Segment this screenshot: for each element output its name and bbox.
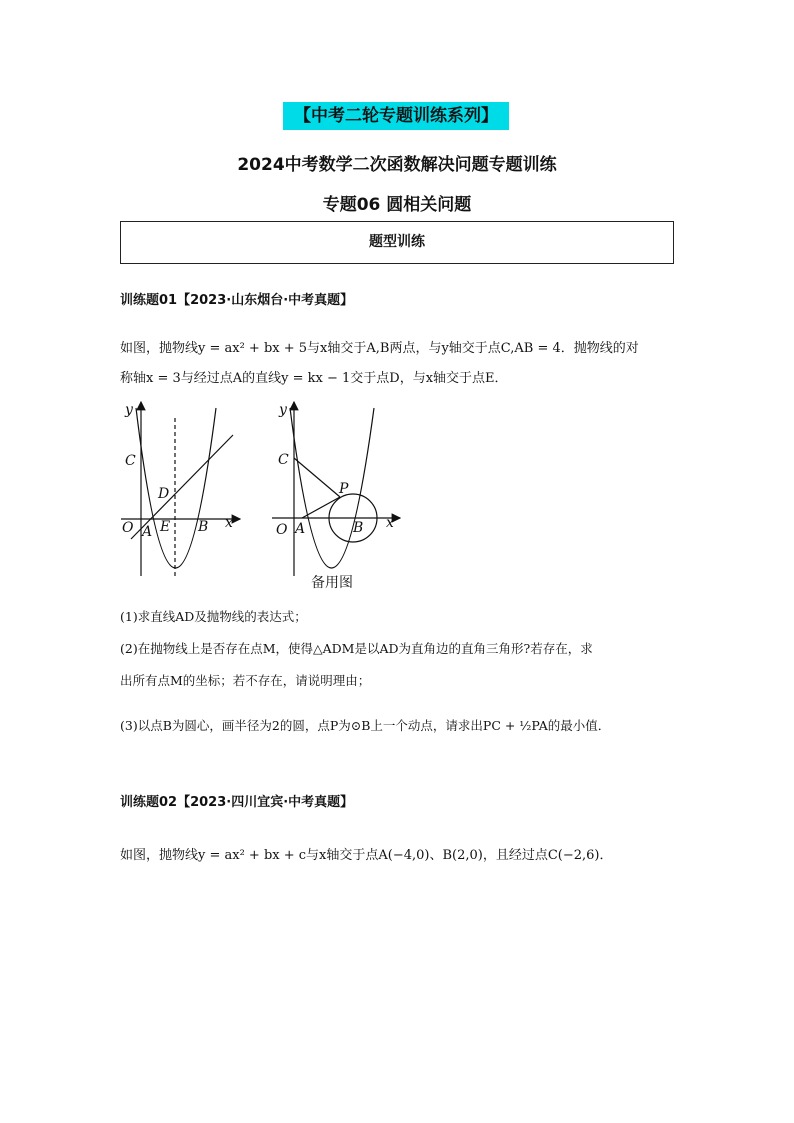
problem1-line1: 如图，抛物线y = ax² + bx + 5与x轴交于A,B两点，与y轴交于点C,AB = 4．抛物线的对: [120, 341, 639, 356]
left-label-x: x: [225, 515, 233, 531]
problem2-line1: 如图，抛物线y = ax² + bx + c与x轴交于点A(−4,0)、B(2,0)，且经过点C(−2,6)．: [120, 848, 613, 863]
problem1-question1: (1)求直线AD及抛物线的表达式；: [120, 609, 307, 624]
problem1-question2-line1: (2)在抛物线上是否存在点M，使得△ADM是以AD为直角边的直角三角形?若存在，求: [120, 641, 593, 656]
problem1-heading: 训练题01【2023·山东烟台·中考真题】: [120, 293, 354, 308]
section-box: [120, 221, 674, 264]
left-label-b: B: [198, 519, 209, 535]
document-title: 2024中考数学二次函数解决问题专题训练: [237, 155, 557, 175]
problem1-figure: [118, 398, 408, 580]
right-label-c: C: [278, 452, 289, 468]
right-label-o: O: [276, 522, 288, 538]
problem2-heading: 训练题02【2023·四川宜宾·中考真题】: [120, 795, 354, 810]
left-label-a: A: [142, 524, 153, 540]
right-parabola: [290, 408, 374, 568]
segment-pc: [294, 458, 340, 497]
section-label: 题型训练: [369, 234, 425, 250]
segment-pa: [302, 497, 340, 518]
right-label-p: P: [339, 481, 349, 497]
problem1-line2: 称轴x = 3与经过点A的直线y = kx − 1交于点D，与x轴交于点E．: [120, 371, 508, 386]
right-label-x: x: [386, 515, 394, 531]
figure-caption: 备用图: [311, 575, 353, 591]
left-label-d: D: [158, 486, 170, 502]
problem1-question3: (3)以点B为圆心，画半径为2的圆，点P为⊙B上一个动点，请求出PC + ½PA的最小值．: [120, 718, 611, 733]
left-label-o: O: [122, 520, 134, 536]
left-parabola: [136, 408, 216, 568]
left-label-c: C: [125, 453, 136, 469]
series-banner: 【中考二轮专题训练系列】: [283, 102, 509, 130]
document-subtitle: 专题06 圆相关问题: [322, 195, 472, 215]
left-label-y: y: [125, 402, 133, 418]
left-label-e: E: [160, 519, 171, 535]
right-label-b: B: [353, 520, 364, 536]
problem1-question2-line2: 出所有点M的坐标；若不存在，请说明理由；: [120, 673, 371, 688]
left-graph: [121, 402, 240, 576]
right-label-a: A: [295, 521, 306, 537]
right-label-y: y: [279, 402, 287, 418]
right-graph: [272, 402, 400, 576]
